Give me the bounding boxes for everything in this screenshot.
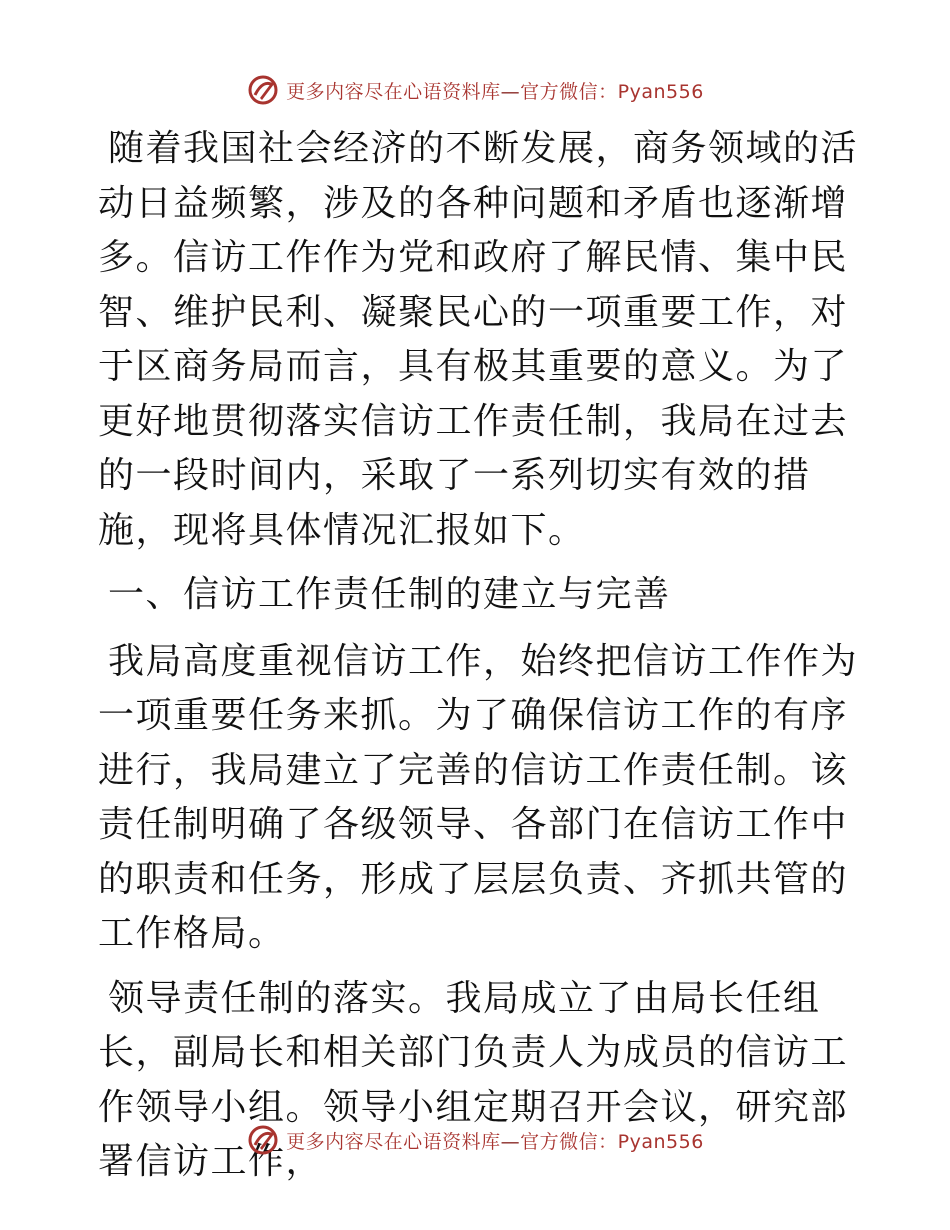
banner-wechat-text: 官方微信：Pyan556 (520, 1130, 704, 1153)
paragraph-intro: 随着我国社会经济的不断发展，商务领域的活动日益频繁，涉及的各种问题和矛盾也逐渐增多。信访工作作为党和政府了解民情、集中民智、维护民利、凝聚民心的一项重要工作，对于区商务局而言，具有极其重要的意义。为了更好地贯彻落实信访工作责任制，我局在过去的一段时间内，采取了一系列切实有效的措施，现将具体情况汇报如下。 (98, 128, 859, 551)
banner-label (286, 77, 704, 104)
banner-wechat-text: 官方微信：Pyan556 (520, 80, 704, 103)
banner-site-text: 更多内容尽在心语资料库 (286, 1130, 501, 1153)
banner-site-text: 更多内容尽在心语资料库 (286, 80, 501, 103)
document-body (98, 122, 858, 1200)
paragraph-leadership: 领导责任制的落实。我局成立了由局长任组长，副局长和相关部门负责人为成员的信访工作领导小组。领导小组定期召开会议，研究部署信访工作， (98, 977, 849, 1182)
section-heading: 一、信访工作责任制的建立与完善 (108, 574, 671, 615)
banner-label (286, 1127, 704, 1154)
header-banner (0, 70, 950, 110)
banner-separator: — (500, 80, 521, 103)
paragraph-responsibility-system: 我局高度重视信访工作，始终把信访工作作为一项重要任务来抓。为了确保信访工作的有序进行，我局建立了完善的信访工作责任制。该责任制明确了各级领导、各部门在信访工作中的职责和任务，形成了层层负责、齐抓共管的工作格局。 (98, 640, 859, 954)
footer-banner (0, 1120, 950, 1160)
brand-logo-icon (246, 1123, 280, 1157)
brand-logo-icon (246, 73, 280, 107)
banner-separator: — (500, 1130, 521, 1153)
